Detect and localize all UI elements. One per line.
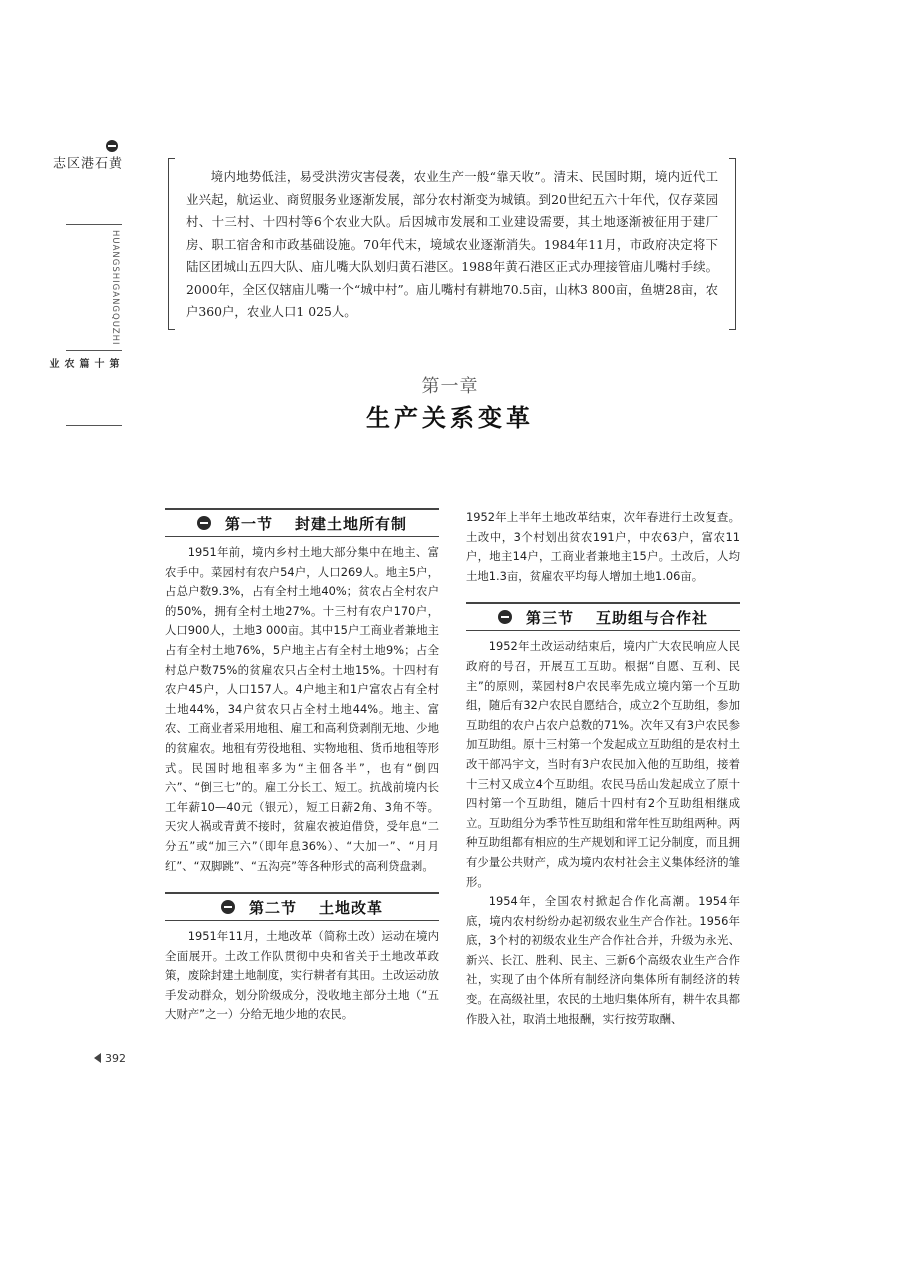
- section-bullet-icon: [498, 610, 512, 624]
- chapter-number: 第一章: [421, 376, 479, 397]
- triangle-left-icon: [94, 1053, 101, 1063]
- sidebar-divider: [66, 350, 122, 351]
- page-number-value: 392: [105, 1052, 126, 1065]
- section-bullet-icon: [221, 900, 235, 914]
- book-pinyin: HUANGSHIGANGQUZHI: [110, 230, 120, 346]
- section-number: 第一节: [224, 514, 273, 533]
- chapter-title: 生产关系变革: [366, 404, 534, 432]
- section-heading: [165, 892, 439, 921]
- book-logo-icon: [106, 140, 118, 152]
- section-title: 土地改革: [319, 898, 384, 917]
- section-title: 封建土地所有制: [295, 514, 408, 533]
- intro-text: 境内地势低洼，易受洪涝灾害侵袭，农业生产一般“靠天收”。清末、民国时期，境内近代工业兴起，航运业、商贸服务业逐渐发展，部分农村渐变为城镇。到20世纪五六十年代，仅存菜园村、十三村、十四村等6个农业大队。后因城市发展和工业建设需要，其土地逐渐被征用于建厂房、职工宿舍和市政基础设施。70年代末，境域农业逐渐消失。1984年11月，市政府决定将下陆区团城山五四大队、庙儿嘴大队划归黄石港区。1988年黄石港区正式办理接管庙儿嘴村手续。2000年，全区仅辖庙儿嘴一个“城中村”。庙儿嘴村有耕地70.5亩，山林3 800亩，鱼塘28亩，农户360户，农业人口1 025人。: [186, 169, 718, 319]
- paragraph: 1951年11月，土地改革（简称土改）运动在境内全面展开。土改工作队贯彻中央和省关于土地改革政策，废除封建土地制度，实行耕者有其田。土改运动放手发动群众，划分阶级成分，没收地主部分土地（“五大财产”之一）分给无地少地的农民。: [165, 929, 439, 1022]
- section-bullet-icon: [197, 516, 211, 530]
- sidebar-divider: [66, 224, 122, 225]
- paragraph: 1952年上半年土地改革结束，次年春进行土改复查。土改中，3个村划出贫农191户，中农63户，富农11户，地主14户，工商业者兼地主15户。土改后，人均土地1.3亩，贫雇农平均每人增加土地1.06亩。: [466, 510, 740, 583]
- intro-box: [168, 158, 736, 328]
- right-column: [466, 508, 740, 1029]
- bracket-right: [729, 158, 736, 330]
- part-label: 第十篇 农业: [47, 358, 118, 370]
- paragraph: 1952年土改运动结束后，境内广大农民响应人民政府的号召，开展互工互助。根据“自愿、互利、民主”的原则，菜园村8户农民率先成立境内第一个互助组，随后有32户农民自愿结合，成立2个互助组，参加互助组的农户占农户总数的71%。次年又有3户农民参加互助组。原十三村第一个发起成立互助组的是农村土改干部冯宇文，当时有3户农民加入他的互助组，接着十三村又成立4个互助组。农民马岳山发起成立了原十四村第一个互助组，随后十四村有2个互助组相继成立。互助组分为季节性互助组和常年性互助组两种。两种互助组都有相应的生产规划和评工记分制度，而且拥有少量公共财产，成为境内农村社会主义集体经济的雏形。: [466, 639, 740, 889]
- page-number: [94, 1052, 126, 1065]
- left-column: [165, 508, 439, 1025]
- bracket-left: [168, 158, 175, 330]
- section-heading: [466, 602, 740, 631]
- paragraph: 1951年前，境内乡村土地大部分集中在地主、富农手中。菜园村有农户54户，人口269人。地主5户，占总户数9.3%，占有全村土地40%；贫农占全村农户的50%，拥有全村土地27%。十三村有农户170户，人口900人，土地3 000亩。其中15户工商业者兼地主占有全村土地76%，5户地主占有全村土地9%；占全村总户数75%的贫雇农只占全村土地15%。十四村有农户45户，人口157人。4户地主和1户富农占有全村土地44%，34户贫农只占全村土地44%。地主、富农、工商业者采用地租、雇工和高利贷剥削无地、少地的贫雇农。地租有劳役地租、实物地租、货币地租等形式。民国时地租率多为“主佃各半”，也有“倒四六”、“倒三七”的。雇工分长工、短工。抗战前境内长工年薪10—40元（银元），短工日薪2角、3角不等。天灾人祸或青黄不接时，贫雇农被迫借贷，受年息“二分五”或“加三六”（即年息36%）、“大加一”、“月月红”、“双脚跳”、“五沟亮”等各种形式的高利贷盘剥。: [165, 545, 439, 873]
- section-number: 第三节: [525, 608, 574, 627]
- book-title: 黄石港区志: [50, 156, 121, 170]
- section-number: 第二节: [248, 898, 297, 917]
- section-title: 互助组与合作社: [596, 608, 709, 627]
- paragraph: 1954年，全国农村掀起合作化高潮。1954年底，境内农村纷纷办起初级农业生产合作社。1956年底，3个村的初级农业生产合作社合并，升级为永光、新兴、长江、胜利、民主、三新6个高级农业生产合作社，实现了由个体所有制经济向集体所有制经济的转变。在高级社里，农民的土地归集体所有，耕牛农具都作股入社，取消土地报酬，实行按劳取酬、: [466, 894, 740, 1026]
- section-heading: [165, 508, 439, 537]
